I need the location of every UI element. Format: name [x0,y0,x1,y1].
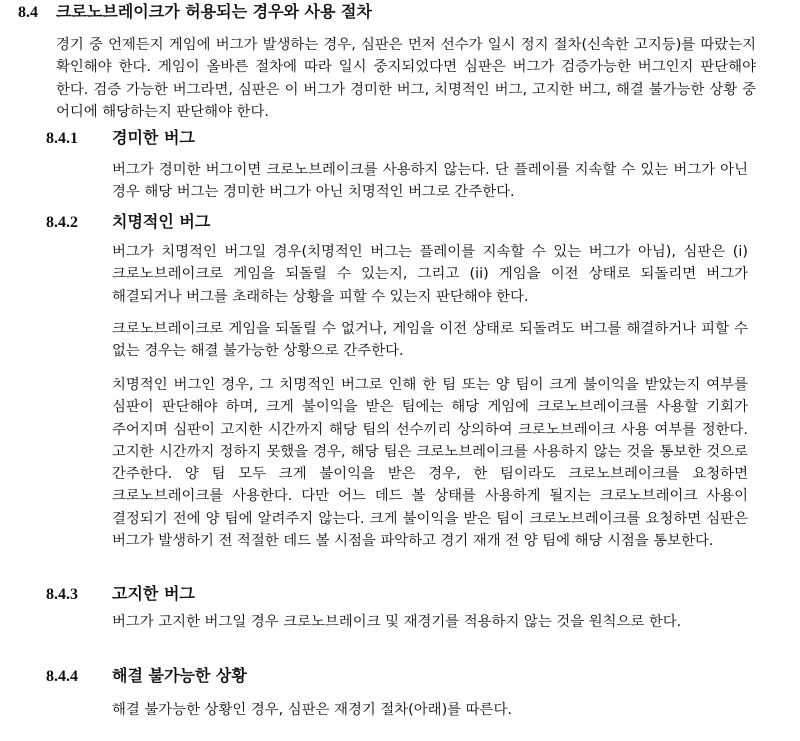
paragraph: 치명적인 버그인 경우, 그 치명적인 버그로 인해 한 팀 또는 양 팀이 크게 불이익을 받았는지 여부를 심판이 판단해야 하며, 크게 불이익을 받은 팀에는 해당 게임에 크로노브레이크를 사용할 기회가 주어지며 심판이 고지한 시간까지 해당 팀의 선수끼리 상의하여 크로노브레이크 사용 여부를 정한다. 고지한 시간까지 정하지 못했을 경우, 해당 팀은 크로노브레이크를 사용하지 않는 것을 통보한 것으로 간주한다. 양 팀 모두 크게 불이익을 받은 경우, 한 팀이라도 크로노브레이크를 요청하면 크로노브레이크를 사용한다. 다만 어느 데드 볼 상태를 사용하게 될지는 크로노브레이크 사용이 결정되기 전에 양 팀에 알려주지 않는다. 크게 불이익을 받은 팀이 크로노브레이크를 요청하면 심판은 버그가 발생하기 전 적절한 데드 볼 시점을 파악하고 경기 재개 전 양 팀에 해당 시점을 통보한다. [112,377,748,550]
section-heading [18,2,372,24]
subsection-heading [46,212,210,234]
section-number: 8.4 [18,4,38,21]
subsection-number: 8.4.4 [46,668,78,685]
subsection-number: 8.4.1 [46,130,78,147]
subsection-number: 8.4.3 [46,586,78,603]
subsection-heading [46,128,195,150]
paragraph: 해결 불가능한 상황인 경우, 심판은 재경기 절차(아래)를 따른다. [112,702,512,718]
subsection-title: 치명적인 버그 [112,212,211,231]
paragraph: 크로노브레이크로 게임을 되돌릴 수 없거나, 게임을 이전 상태로 되돌려도 버그를 해결하거나 피할 수 없는 경우는 해결 불가능한 상황으로 간주한다. [112,321,748,360]
subsection-title: 고지한 버그 [112,584,195,603]
subsection-heading [46,584,195,606]
paragraph: 버그가 경미한 버그이면 크로노브레이크를 사용하지 않는다. 단 플레이를 지속할 수 있는 버그가 아닌 경우 해당 버그는 경미한 버그가 아닌 치명적인 버그로 간주한다. [112,162,748,201]
section-intro: 경기 중 언제든지 게임에 버그가 발생하는 경우, 심판은 먼저 선수가 일시 정지 절차(신속한 고지등)를 따랐는지 확인해야 한다. 게임이 올바른 절차에 따라 일시 중지되었다면 심판은 버그가 검증가능한 버그인지 판단해야 한다. 검증 가능한 버그라면, 심판은 이 버그가 경미한 버그, 치명적인 버그, 고지한 버그, 해결 불가능한 상황 중 어디에 해당하는지 판단해야 한다. [56,37,756,120]
section-title: 크로노브레이크가 허용되는 경우와 사용 절차 [56,2,372,21]
subsection-number: 8.4.2 [46,214,78,231]
subsection-heading [46,666,247,688]
subsection-title: 해결 불가능한 상황 [112,666,247,685]
paragraph: 버그가 치명적인 버그일 경우(치명적인 버그는 플레이를 지속할 수 있는 버그가 아님), 심판은 (i) 크로노브레이크로 게임을 되돌릴 수 있는지, 그리고 (ii) 게임을 이전 상태로 되돌리면 버그가 해결되거나 버그를 초래하는 상황을 피할 수 있는지 판단해야 한다. [112,244,748,305]
subsection-title: 경미한 버그 [112,128,195,147]
paragraph: 버그가 고지한 버그일 경우 크로노브레이크 및 재경기를 적용하지 않는 것을 원칙으로 한다. [112,614,682,630]
